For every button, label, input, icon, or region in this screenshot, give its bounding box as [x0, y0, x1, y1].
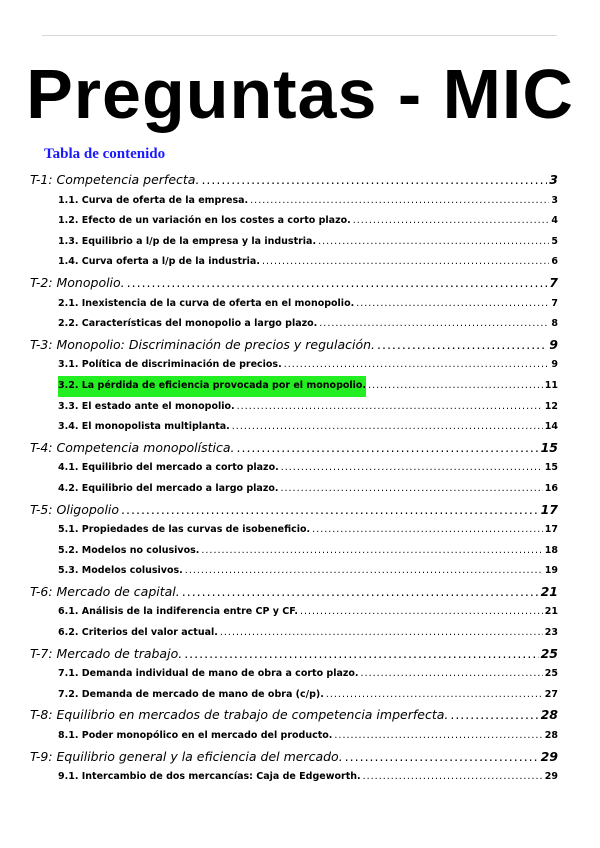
dot-leader — [250, 191, 549, 212]
toc-chapter-link[interactable] — [0, 705, 558, 726]
dot-leader — [368, 376, 543, 397]
toc-page-number: 25 — [544, 668, 558, 680]
dot-leader — [184, 644, 538, 665]
toc-entry-text: 7.2. Demanda de mercado de mano de obra (c/p). — [58, 688, 324, 700]
dot-leader — [450, 705, 538, 726]
toc-section-link[interactable] — [0, 520, 558, 541]
toc-page-number: 6 — [551, 256, 558, 268]
toc-page-number: 21 — [540, 583, 558, 599]
dot-leader — [232, 417, 543, 438]
toc-section-link[interactable] — [0, 417, 558, 438]
toc-entry-text: T-9: Equilibrio general y la eficiencia del mercado. — [30, 748, 343, 764]
document-title: Preguntas - MIC — [26, 55, 574, 133]
toc-section-link[interactable] — [0, 664, 558, 685]
toc-entry-text: 1.2. Efecto de un variación en los costes a corto plazo. — [58, 215, 351, 227]
dot-leader — [356, 294, 549, 315]
toc-entry-text: T-2: Monopolio. — [30, 274, 125, 290]
toc-page-number: 15 — [544, 462, 558, 474]
toc-chapter-link[interactable] — [0, 438, 558, 459]
toc-page-number: 4 — [551, 215, 558, 227]
toc-section-link[interactable] — [0, 376, 558, 397]
toc-chapter-link[interactable] — [0, 335, 558, 356]
toc-entry-text: 3.4. El monopolista multiplanta. — [58, 421, 230, 433]
toc-section-link[interactable] — [0, 767, 558, 788]
toc-entry-text: 6.1. Análisis de la indiferencia entre CP y CF. — [58, 606, 298, 618]
toc-entry-text: 4.2. Equilibrio del mercado a largo plazo. — [58, 482, 279, 494]
top-rule — [42, 35, 557, 36]
dot-leader — [319, 314, 549, 335]
toc-section-link[interactable] — [0, 252, 558, 273]
toc-entry-text: 2.1. Inexistencia de la curva de oferta en el monopolio. — [58, 297, 355, 309]
dot-leader — [220, 623, 543, 644]
dot-leader — [300, 602, 543, 623]
dot-leader — [284, 355, 550, 376]
toc-page-number: 8 — [551, 318, 558, 330]
toc-entry-text: 7.1. Demanda individual de mano de obra a corto plazo. — [58, 668, 359, 680]
toc-chapter-link[interactable] — [0, 500, 558, 521]
toc-entry-text: T-7: Mercado de trabajo. — [30, 645, 183, 661]
toc-page-number: 12 — [544, 400, 558, 412]
toc-page-number: 23 — [544, 627, 558, 639]
dot-leader — [182, 582, 539, 603]
dot-leader — [334, 726, 542, 747]
toc-page-number: 14 — [544, 421, 558, 433]
dot-leader — [361, 664, 543, 685]
toc-section-link[interactable] — [0, 314, 558, 335]
dot-leader — [262, 252, 549, 273]
toc-section-link[interactable] — [0, 541, 558, 562]
toc-entry-text: 8.1. Poder monopólico en el mercado del producto. — [58, 730, 333, 742]
toc-page-number: 29 — [544, 771, 558, 783]
toc-section-link[interactable] — [0, 191, 558, 212]
dot-leader — [377, 335, 547, 356]
toc-chapter-link[interactable] — [0, 582, 558, 603]
toc-page-number: 18 — [544, 544, 558, 556]
dot-leader — [353, 211, 550, 232]
toc-page-number: 19 — [544, 565, 558, 577]
toc-page-number: 7 — [549, 274, 558, 290]
dot-leader — [326, 685, 543, 706]
toc-entry-text: T-5: Oligopolio — [30, 501, 120, 517]
toc-page-number: 21 — [544, 606, 558, 618]
toc-entry-text: 1.1. Curva de oferta de la empresa. — [58, 194, 249, 206]
dot-leader — [127, 273, 548, 294]
toc-entry-text: T-1: Competencia perfecta. — [30, 172, 200, 187]
dot-leader — [237, 438, 539, 459]
toc-chapter-link[interactable] — [0, 170, 558, 191]
toc-entry-text: 3.2. La pérdida de eficiencia provocada por el monopolio. — [58, 376, 366, 397]
dot-leader — [281, 458, 543, 479]
toc-section-link[interactable] — [0, 211, 558, 232]
toc-page-number: 3 — [549, 172, 558, 187]
toc-section-link[interactable] — [0, 355, 558, 376]
toc-entry-text: 5.1. Propiedades de las curvas de isobeneficio. — [58, 524, 311, 536]
toc-heading: Tabla de contenido — [44, 146, 166, 162]
toc-section-link[interactable] — [0, 232, 558, 253]
dot-leader — [237, 397, 543, 418]
toc-entry-text: 5.2. Modelos no colusivos. — [58, 544, 200, 556]
dot-leader — [121, 500, 539, 521]
dot-leader — [318, 232, 549, 253]
toc-section-link[interactable] — [0, 479, 558, 500]
toc-chapter-link[interactable] — [0, 273, 558, 294]
toc-page-number: 5 — [551, 235, 558, 247]
toc-entry-text: 3.1. Política de discriminación de precios. — [58, 359, 282, 371]
dot-leader — [363, 767, 543, 788]
toc-chapter-link[interactable] — [0, 644, 558, 665]
toc-page-number: 7 — [551, 297, 558, 309]
toc-page-number: 9 — [551, 359, 558, 371]
toc-section-link[interactable] — [0, 397, 558, 418]
toc-entry-text: T-3: Monopolio: Discriminación de precios y regulación. — [30, 336, 376, 352]
dot-leader — [312, 520, 543, 541]
toc-entry-text: 2.2. Características del monopolio a largo plazo. — [58, 318, 318, 330]
toc-section-link[interactable] — [0, 458, 558, 479]
toc-entry-text: T-8: Equilibrio en mercados de trabajo de competencia imperfecta. — [30, 707, 449, 723]
table-of-contents — [0, 170, 600, 788]
dot-leader — [281, 479, 543, 500]
toc-page-number: 25 — [540, 645, 558, 661]
toc-chapter-link[interactable] — [0, 747, 558, 768]
dot-leader — [345, 747, 539, 768]
toc-page-number: 17 — [540, 501, 558, 517]
toc-section-link[interactable] — [0, 602, 558, 623]
toc-page-number: 16 — [544, 482, 558, 494]
toc-page-number: 27 — [544, 688, 558, 700]
dot-leader — [185, 561, 543, 582]
toc-section-link[interactable] — [0, 294, 558, 315]
toc-page-number: 17 — [544, 524, 558, 536]
toc-entry-text: 5.3. Modelos colusivos. — [58, 565, 183, 577]
toc-entry-text: 1.4. Curva oferta a l/p de la industria. — [58, 256, 260, 268]
toc-page-number: 9 — [549, 336, 558, 352]
toc-page-number: 28 — [544, 730, 558, 742]
toc-page-number: 29 — [540, 748, 558, 764]
toc-section-link[interactable] — [0, 623, 558, 644]
toc-entry-text: T-4: Competencia monopolística. — [30, 439, 235, 455]
toc-entry-text: T-6: Mercado de capital. — [30, 583, 180, 599]
toc-page-number: 28 — [540, 707, 558, 723]
toc-entry-text: 6.2. Criterios del valor actual. — [58, 627, 218, 639]
dot-leader — [201, 170, 547, 191]
toc-entry-text: 4.1. Equilibrio del mercado a corto plazo. — [58, 462, 279, 474]
toc-page-number: 15 — [540, 439, 558, 455]
toc-section-link[interactable] — [0, 561, 558, 582]
toc-entry-text: 1.3. Equilibrio a l/p de la empresa y la industria. — [58, 235, 317, 247]
toc-entry-text: 3.3. El estado ante el monopolio. — [58, 400, 235, 412]
toc-section-link[interactable] — [0, 726, 558, 747]
toc-section-link[interactable] — [0, 685, 558, 706]
dot-leader — [201, 541, 542, 562]
toc-page-number: 11 — [544, 379, 558, 391]
toc-entry-text: 9.1. Intercambio de dos mercancías: Caja de Edgeworth. — [58, 771, 361, 783]
toc-page-number: 3 — [551, 194, 558, 206]
